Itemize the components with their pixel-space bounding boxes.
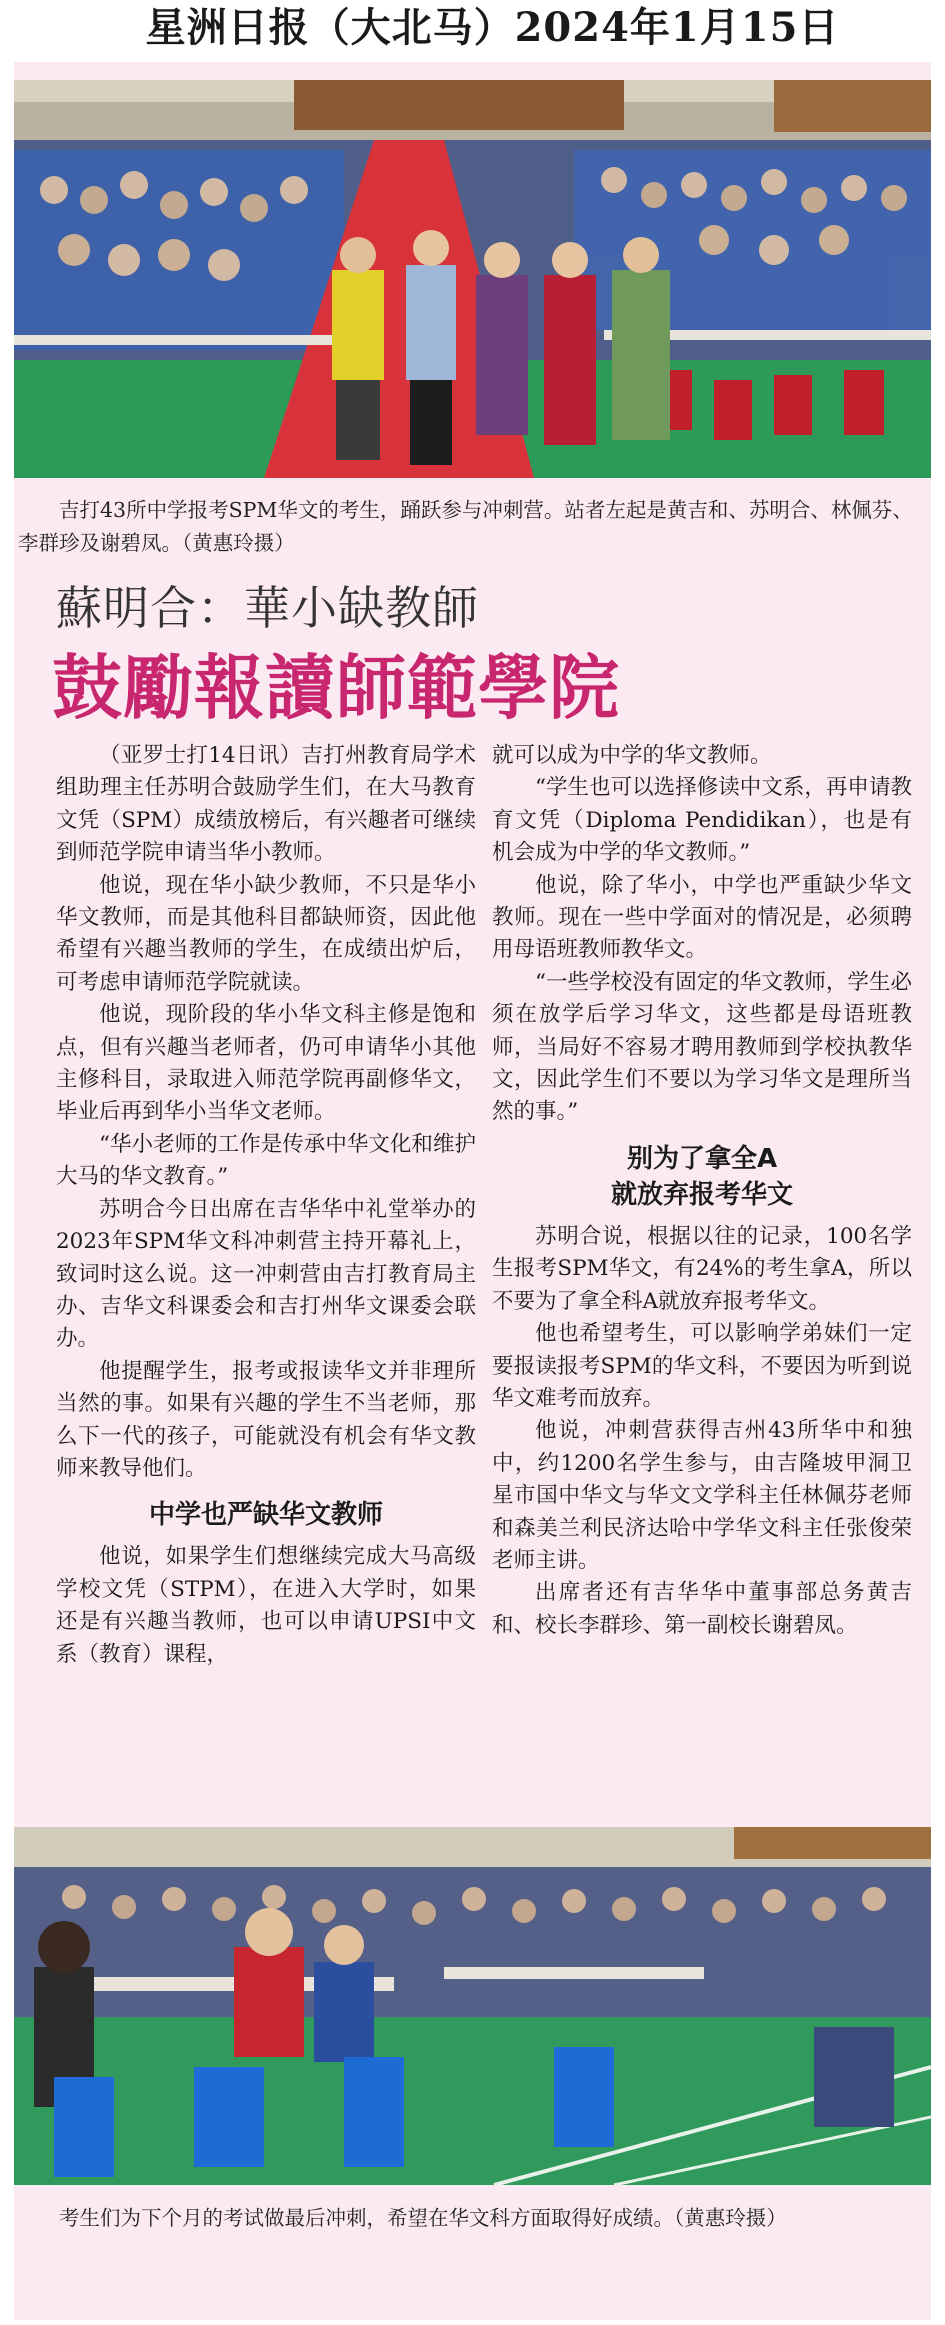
subheading: 中学也严缺华文教师 [148, 1500, 383, 1531]
paragraph: 他说，除了华小，中学也严重缺少华文教师。现在一些中学面对的情况是，必须聘用母语班教师教华文。 [492, 872, 912, 963]
subheading-line: 就放弃报考华文 [610, 1179, 793, 1210]
paragraph: 他也希望考生，可以影响学弟妹们一定要报读报考SPM的华文科，不要因为听到说华文难考而放弃。 [492, 1321, 912, 1411]
paragraph: “学生也可以选择修读中文系，再申请教育文凭（Diploma Pendidikan），也是有机会成为中学的华文教师。” [492, 775, 912, 866]
article-panel [14, 62, 931, 2320]
paragraph: 他说，现在华小缺少教师，不只是华小华文教师，而是其他科目都缺师资，因此他希望有兴趣当教师的学生，在成绩出炉后，可考虑申请师范学院就读。 [56, 872, 476, 995]
paragraph: （亚罗士打14日讯）吉打州教育局学术组助理主任苏明合鼓励学生们，在大马教育文凭（SPM）成绩放榜后，有兴趣者可继续到师范学院申请当华小教师。 [56, 743, 476, 866]
paragraph: 出席者还有吉华华中董事部总务黄吉和、校长李群珍、第一副校长谢碧凤。 [492, 1580, 912, 1638]
masthead: 星洲日报（大北马）2024年1月15日 [0, 0, 945, 62]
subheading [492, 1141, 912, 1213]
paragraph: 苏明合说，根据以往的记录，100名学生报考SPM华文，有24%的考生拿A，所以不要为了拿全科A就放弃报考华文。 [492, 1223, 912, 1314]
photo-students-studying [14, 1827, 931, 2185]
photo-bottom-caption: 考生们为下个月的考试做最后冲刺，希望在华文科方面取得好成绩。（黄惠玲摄） [59, 2206, 787, 2230]
paragraph: 他说，冲刺营获得吉州43所华中和独中，约1200名学生参与，由吉隆坡甲洞卫星市国中华文与华文文学科主任林佩芬老师和森美兰利民济达哈中学华文科主任张俊荣老师主讲。 [492, 1418, 912, 1573]
headline-main: 鼓勵報讀師範學院 [52, 647, 620, 729]
paragraph: “一些学校没有固定的华文教师，学生必须在放学后学习华文，这些都是母语班教师，当局好不容易才聘用教师到学校执教华文，因此学生们不要以为学习华文是理所当然的事。” [492, 969, 912, 1125]
photo-students-studying-image [14, 1827, 931, 2185]
photo-camp-group [14, 80, 931, 478]
paragraph: 他说，现阶段的华小华文科主修是饱和点，但有兴趣当老师者，仍可申请华小其他主修科目，录取进入师范学院再副修华文，毕业后再到华小当华文老师。 [56, 1002, 476, 1125]
paragraph: “华小老师的工作是传承中华文化和维护大马的华文教育。” [56, 1131, 476, 1190]
paragraph: 就可以成为中学的华文教师。 [492, 743, 772, 768]
article-column-left [56, 740, 476, 1800]
photo-top-caption: 吉打43所中学报考SPM华文的考生，踊跃参与冲刺营。站者左起是黄吉和、苏明合、林佩芬、李群珍及谢碧凤。（黄惠玲摄） [18, 498, 913, 555]
paragraph: 他说，如果学生们想继续完成大马高级学校文凭（STPM），在进入大学时，如果还是有兴趣当教师，也可以申请UPSI中文系（教育）课程， [56, 1544, 476, 1667]
subheading-line: 别为了拿全A [626, 1143, 778, 1174]
article-column-right [492, 740, 912, 1800]
paragraph: 他提醒学生，报考或报读华文并非理所当然的事。如果有兴趣的学生不当老师，那么下一代的孩子，可能就没有机会有华文教师来教导他们。 [56, 1358, 476, 1481]
paragraph: 苏明合今日出席在吉华华中礼堂举办的2023年SPM华文科冲刺营主持开幕礼上，致词时这么说。这一冲刺营由吉打教育局主办、吉华文科课委会和吉打州华文课委会联办。 [56, 1196, 476, 1352]
headline-top: 蘇明合：華小缺教師 [56, 581, 479, 635]
photo-camp-group-image [14, 80, 931, 478]
